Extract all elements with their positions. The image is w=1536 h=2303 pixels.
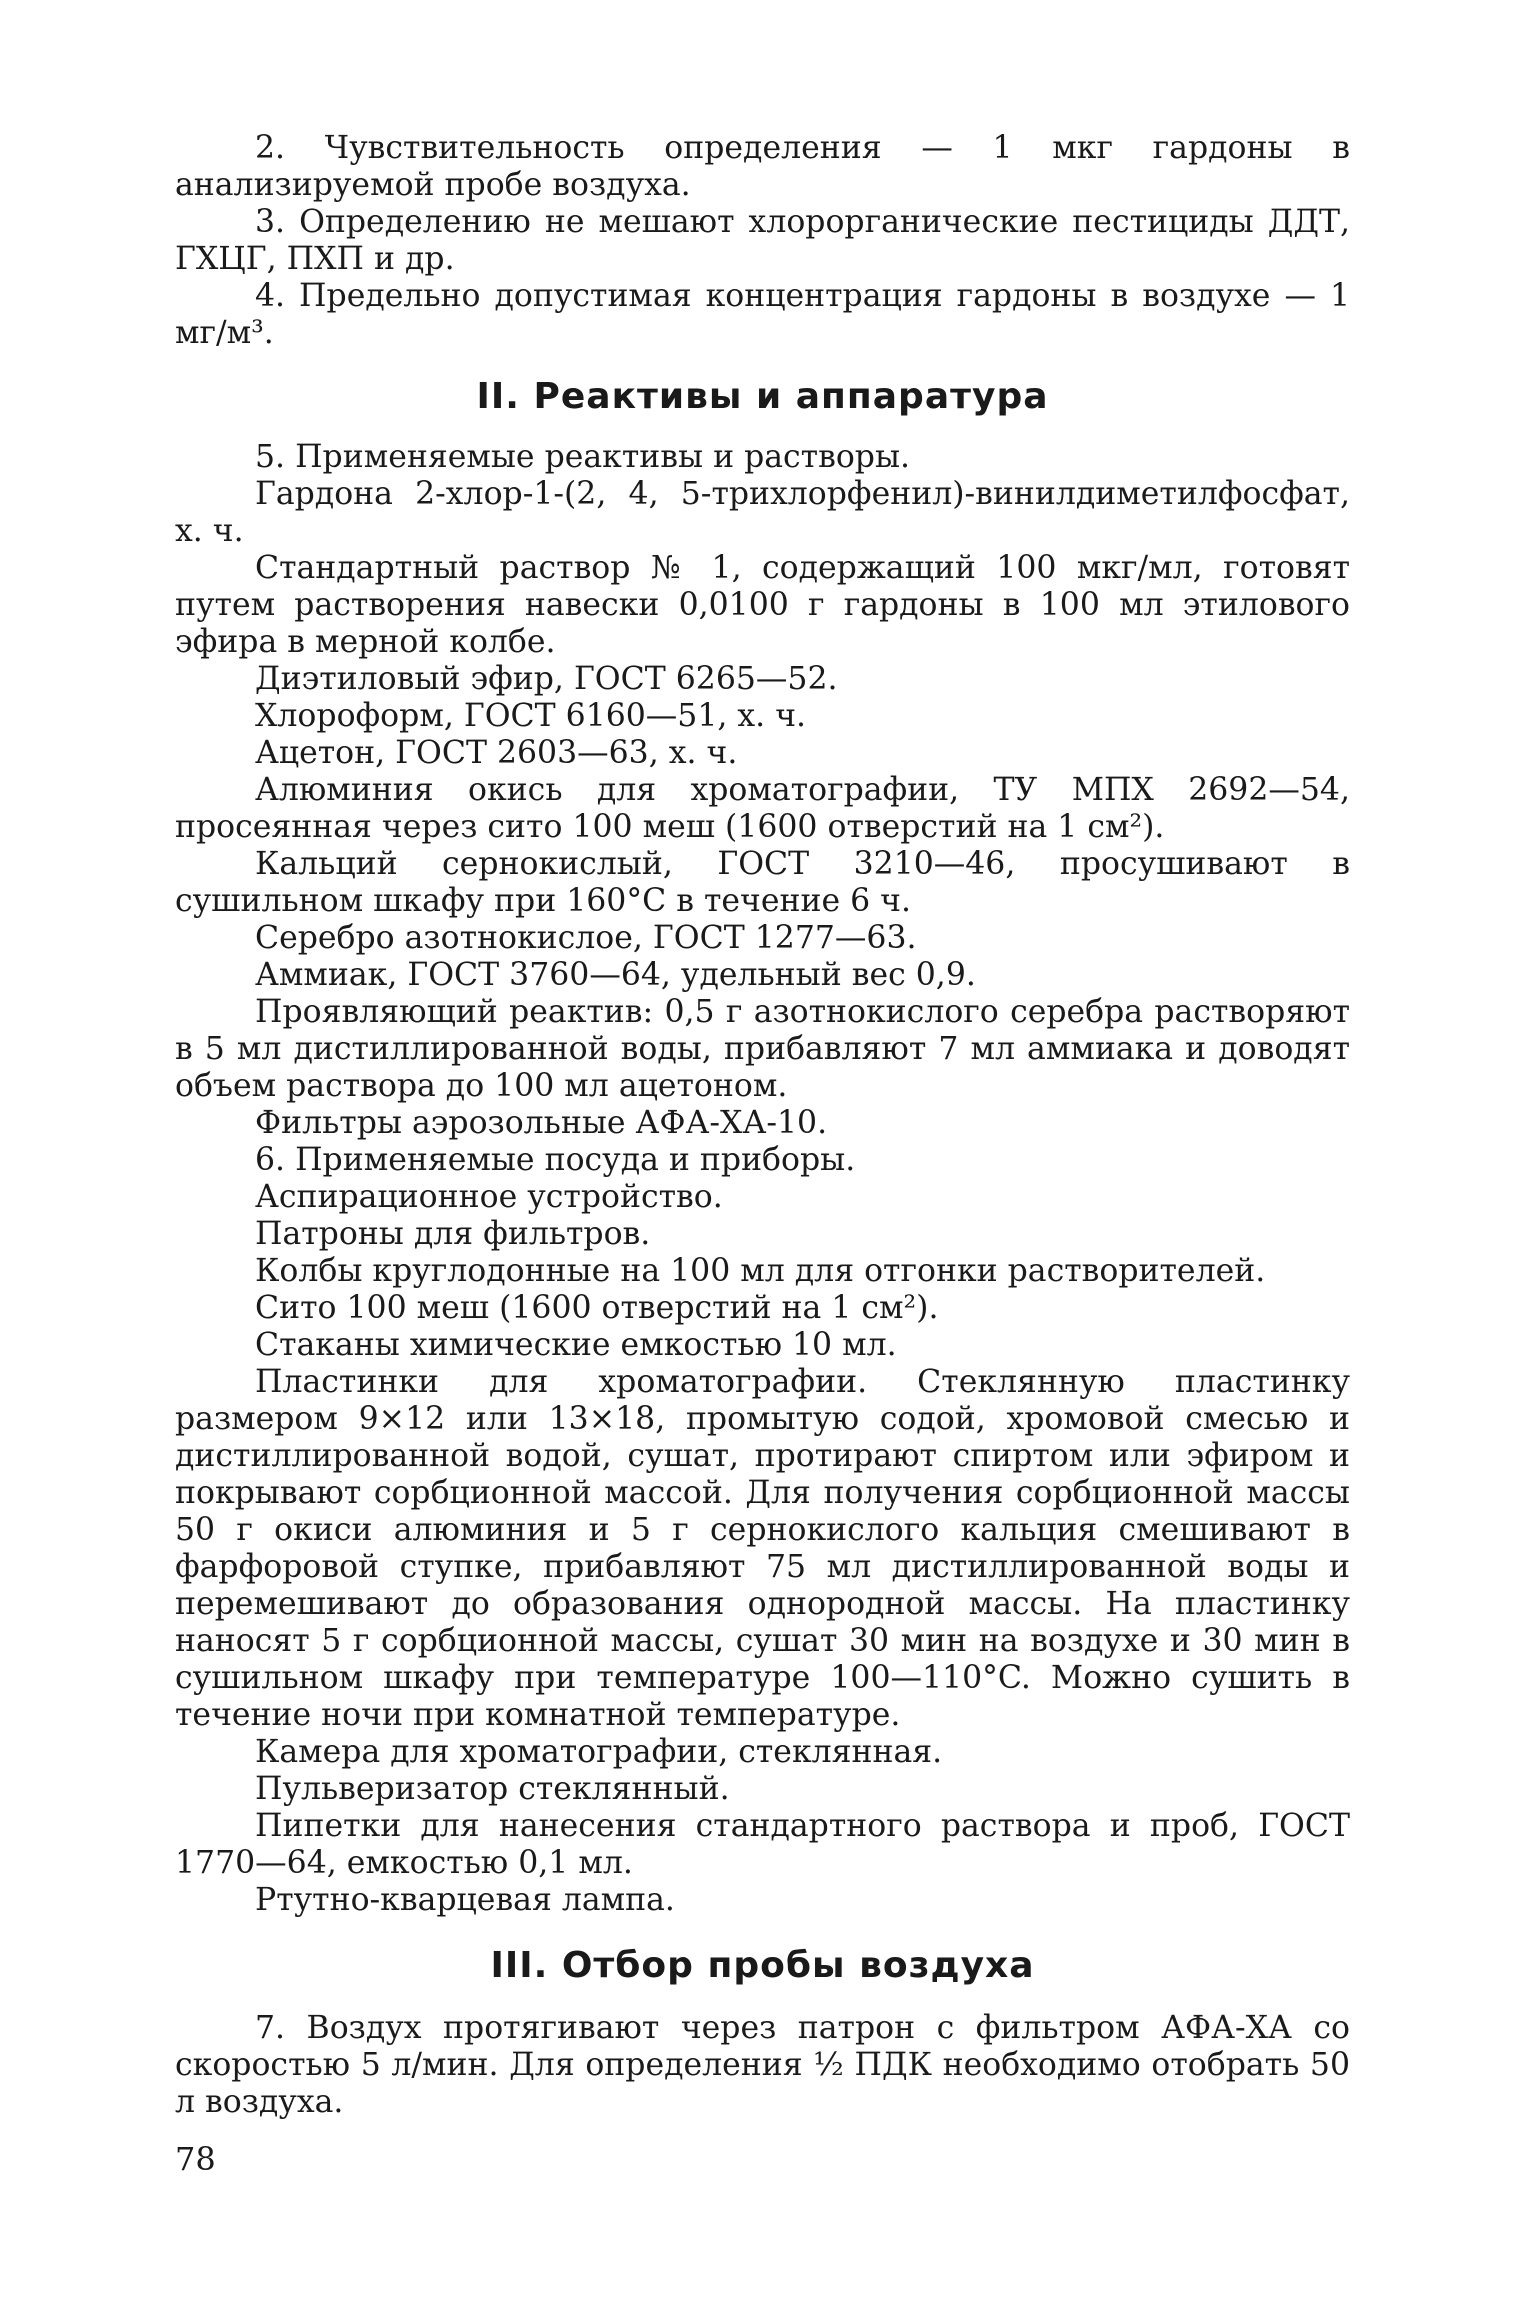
paragraph: Кальций сернокислый, ГОСТ 3210—46, просушивают в сушильном шкафу при 160°C в течение 6 ч. — [175, 846, 1350, 919]
paragraph: 4. Предельно допустимая концентрация гардоны в воздухе — 1 мг/м³. — [175, 278, 1350, 351]
paragraph: Пульверизатор стеклянный. — [255, 1771, 730, 1807]
paragraph: Проявляющий реактив: 0,5 г азотнокислого серебра растворяют в 5 мл дистиллированной воды, прибавляют 7 мл аммиака и доводят объем раствора до 100 мл ацетоном. — [175, 994, 1350, 1104]
paragraph: Диэтиловый эфир, ГОСТ 6265—52. — [255, 661, 838, 697]
paragraph: 6. Применяемые посуда и приборы. — [255, 1142, 856, 1178]
paragraph: 5. Применяемые реактивы и растворы. — [255, 439, 911, 475]
paragraph: Гардона 2-хлор-1-(2, 4, 5-трихлорфенил)-винилдиметилфосфат, х. ч. — [175, 476, 1350, 549]
paragraph: Сито 100 меш (1600 отверстий на 1 см²). — [255, 1290, 939, 1326]
paragraph: Пластинки для хроматографии. Стеклянную пластинку размером 9×12 или 13×18, промытую содой, хромовой смесью и дистиллированной водой, сушат, протирают спиртом или эфиром и покрывают сорбционной массой. Для получения сорбционной массы 50 г окиси алюминия и 5 г сернокислого кальция смешивают в фарфоровой ступке, прибавляют 75 мл дистиллированной воды и перемешивают до образования однородной массы. На пластинку наносят 5 г сорбционной массы, сушат 30 мин на воздухе и 30 мин в сушильном шкафу при температуре 100—110°C. Можно сушить в течение ночи при комнатной температуре. — [175, 1364, 1350, 1733]
paragraph: Аспирационное устройство. — [255, 1179, 723, 1215]
paragraph: Аммиак, ГОСТ 3760—64, удельный вес 0,9. — [255, 957, 976, 993]
section-heading: II. Реактивы и аппаратура — [476, 376, 1049, 417]
paragraph: Серебро азотнокислое, ГОСТ 1277—63. — [255, 920, 917, 956]
paragraph: Фильтры аэрозольные АФА-ХА-10. — [255, 1105, 828, 1141]
page-body — [175, 130, 1350, 2121]
paragraph: Ацетон, ГОСТ 2603—63, х. ч. — [255, 735, 738, 771]
paragraph: Пипетки для нанесения стандартного раствора и проб, ГОСТ 1770—64, емкостью 0,1 мл. — [175, 1808, 1350, 1881]
paragraph: 2. Чувствительность определения — 1 мкг гардоны в анализируемой пробе воздуха. — [175, 130, 1350, 203]
paragraph: Колбы круглодонные на 100 мл для отгонки растворителей. — [255, 1253, 1266, 1289]
section-heading: III. Отбор пробы воздуха — [490, 1945, 1035, 1986]
section-3-body — [175, 2010, 1350, 2121]
page-number: 78 — [175, 2140, 216, 2178]
paragraph: Стаканы химические емкостью 10 мл. — [255, 1327, 897, 1363]
paragraph: Камера для хроматографии, стеклянная. — [255, 1734, 943, 1770]
paragraph: Стандартный раствор № 1, содержащий 100 мкг/мл, готовят путем растворения навески 0,0100 г гардоны в 100 мл этилового эфира в мерной колбе. — [175, 550, 1350, 660]
paragraph: 7. Воздух протягивают через патрон с фильтром АФА-ХА со скоростью 5 л/мин. Для определения ½ ПДК необходимо отобрать 50 л воздуха. — [175, 2010, 1350, 2120]
paragraph: Ртутно-кварцевая лампа. — [255, 1882, 675, 1918]
paragraph: 3. Определению не мешают хлорорганические пестициды ДДТ, ГХЦГ, ПХП и др. — [175, 204, 1350, 277]
paragraph: Патроны для фильтров. — [255, 1216, 651, 1252]
intro-block — [175, 130, 1350, 352]
paragraph: Алюминия окись для хроматографии, ТУ МПХ 2692—54, просеянная через сито 100 меш (1600 отверстий на 1 см²). — [175, 772, 1350, 845]
section-2-body — [175, 439, 1350, 1919]
paragraph: Хлороформ, ГОСТ 6160—51, х. ч. — [255, 698, 807, 734]
